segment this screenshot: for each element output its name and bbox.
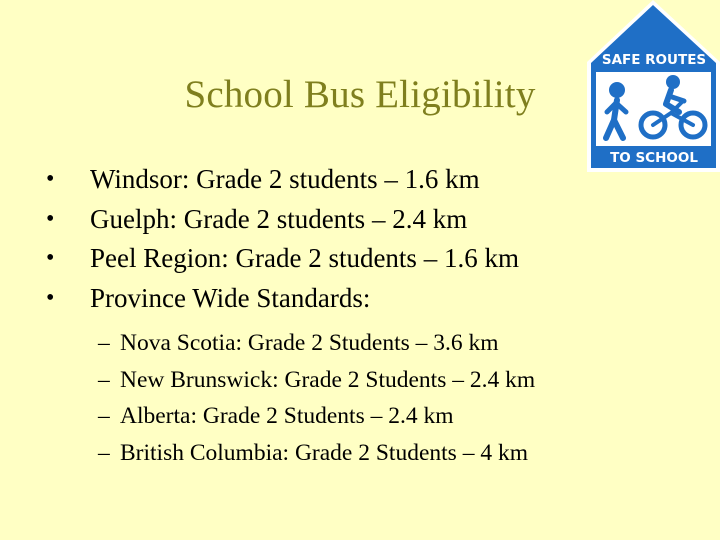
dash-marker: –	[98, 403, 110, 429]
safe-routes-to-school-logo	[587, 0, 720, 172]
bullet-text: Windsor: Grade 2 students – 1.6 km	[90, 164, 480, 194]
bullet-item	[44, 200, 519, 240]
bullet-item	[44, 160, 519, 200]
sub-bullet-text: Nova Scotia: Grade 2 Students – 3.6 km	[120, 330, 499, 356]
logo-top-text: SAFE ROUTES	[601, 52, 707, 68]
slide-title: School Bus Eligibility	[184, 73, 536, 116]
sub-bullet-item	[98, 398, 535, 435]
sub-bullet-list	[98, 325, 535, 471]
sub-bullet-text: New Brunswick: Grade 2 Students – 2.4 km	[120, 366, 536, 393]
sub-bullet-item	[98, 362, 535, 399]
bullet-item	[44, 239, 519, 279]
bullet-text: Province Wide Standards:	[90, 282, 371, 313]
bullet-marker: •	[46, 284, 55, 311]
sub-bullet-item	[98, 435, 535, 472]
bullet-text: Peel Region: Grade 2 students – 1.6 km	[90, 243, 519, 273]
dash-marker: –	[98, 439, 110, 466]
bullet-marker: •	[46, 166, 55, 192]
bullet-marker: •	[46, 205, 55, 232]
sub-bullet-text: British Columbia: Grade 2 Students – 4 km	[120, 439, 528, 466]
bullet-text: Guelph: Grade 2 students – 2.4 km	[90, 203, 468, 234]
logo-bottom-text: TO SCHOOL	[610, 150, 698, 166]
bullet-marker: •	[46, 245, 55, 271]
dash-marker: –	[98, 366, 110, 393]
dash-marker: –	[98, 330, 110, 356]
bullet-list	[44, 160, 519, 318]
sub-bullet-item	[98, 325, 535, 362]
sub-bullet-text: Alberta: Grade 2 Students – 2.4 km	[120, 403, 454, 429]
bullet-item	[44, 279, 519, 319]
